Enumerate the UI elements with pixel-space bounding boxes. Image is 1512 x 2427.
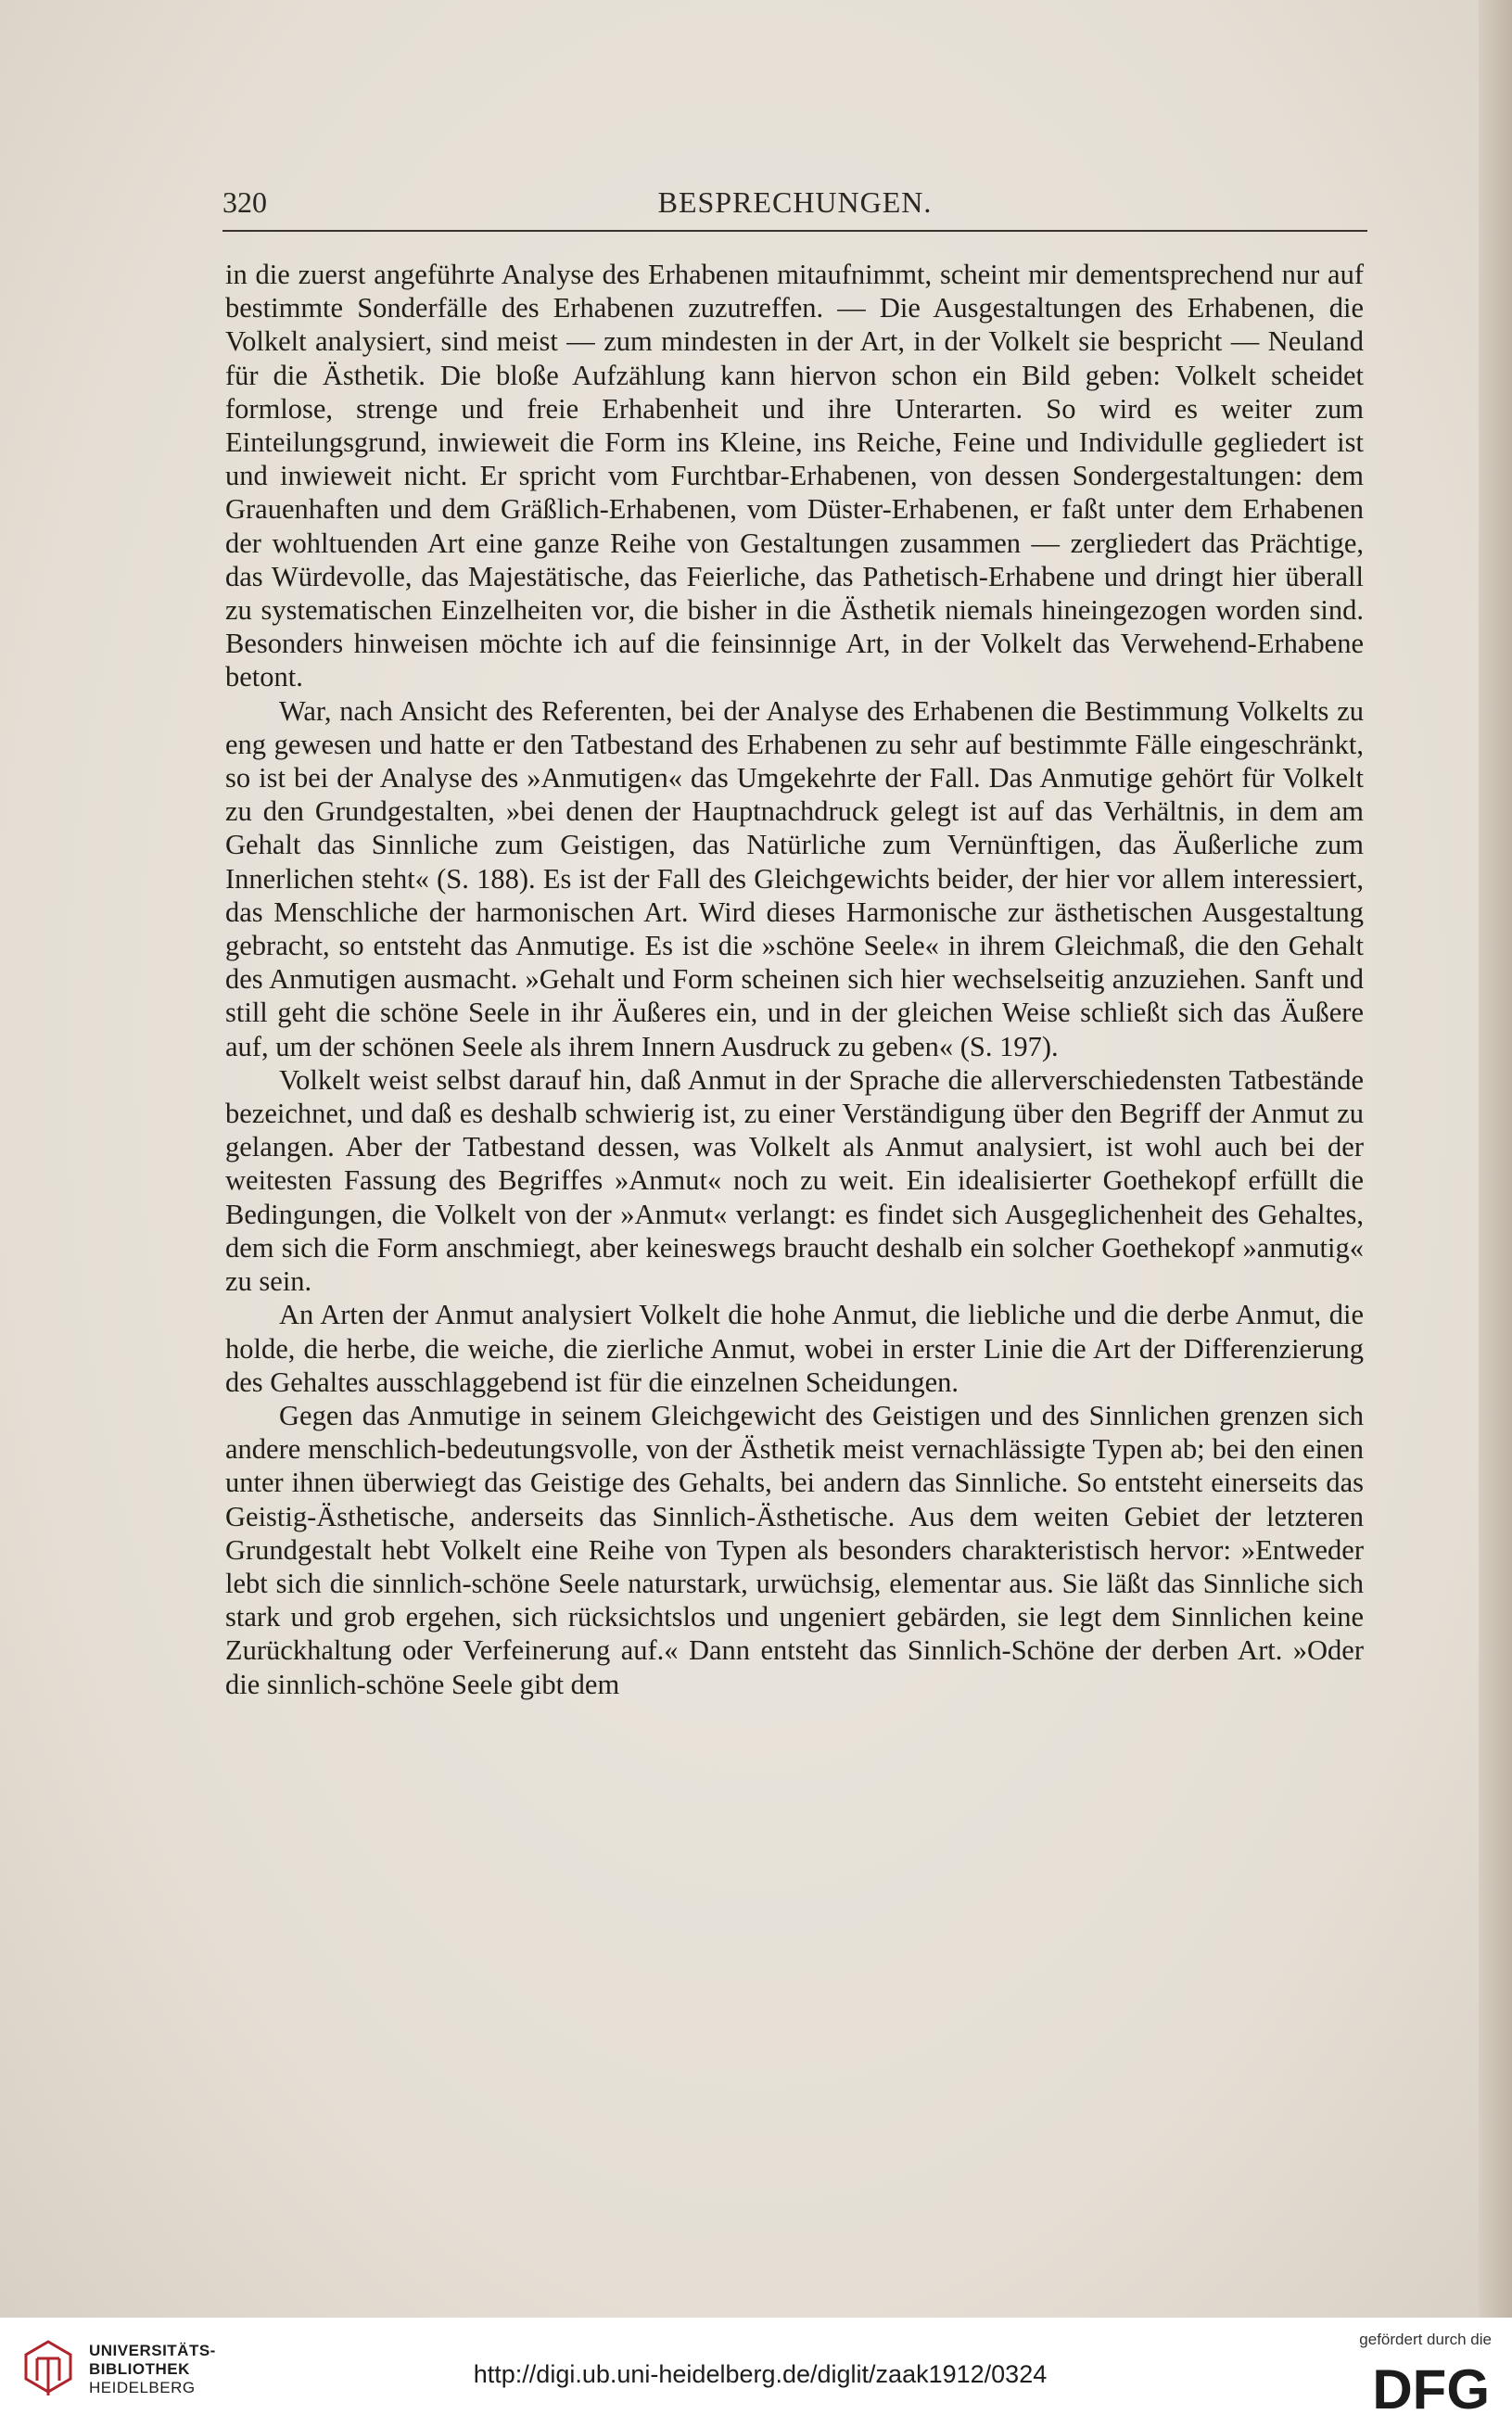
digitization-footer (0, 2318, 1512, 2427)
dfg-text: DFG (1372, 2358, 1490, 2414)
dfg-logo-icon (1334, 2358, 1492, 2414)
ub-heidelberg-logo-icon (20, 2338, 76, 2407)
paragraph: in die zuerst angeführte Analyse des Erhabenen mitaufnimmt, scheint mir dementsprechend nur auf bestimmte Sonderfälle des Erhabenen zuzutreffen. — Die Ausgestaltungen des Erhabenen, die Volkelt analysiert, sind meist — zum mindesten in der Art, in der Volkelt sie bespricht — Neuland für die Ästhetik. Die bloße Aufzählung kann hiervon schon ein Bild geben: Volkelt scheidet formlose, strenge und freie Erhabenheit und ihre Unterarten. So wird es weiter zum Einteilungsgrund, inwieweit die Form ins Kleine, ins Reiche, Feine und Individulle gegliedert ist und inwieweit nicht. Er spricht vom Furchtbar-Erhabenen, von dessen Sondergestaltungen: dem Grauenhaften und dem Gräßlich-Erhabenen, vom Düster-Erhabenen, er faßt unter dem Erhabenen der wohltuenden Art eine ganze Reihe von Gestaltungen zusammen — zergliedert das Prächtige, das Würdevolle, das Majestätische, das Feierliche, das Pathetisch-Erhabene und dringt hier überall zu systematischen Einzelheiten vor, die bisher in die Ästhetik niemals hineingezogen worden sind. Besonders hinweisen möchte ich auf die feinsinnige Art, in der Volkelt das Verwehend-Erhabene betont. (225, 259, 1364, 693)
library-line-3: HEIDELBERG (89, 2379, 196, 2396)
header-rule (222, 230, 1367, 232)
funded-by-label: gefördert durch die (1359, 2331, 1492, 2348)
page-edge-shadow (1479, 0, 1512, 2318)
paragraph: An Arten der Anmut analysiert Volkelt die hohe Anmut, die liebliche und die derbe Anmut, die holde, die herbe, die weiche, die zierliche Anmut, wobei in erster Linie die Art der Differenzierung des Gehaltes ausschlaggebend ist für die einzelnen Scheidungen. (225, 1299, 1364, 1398)
library-line-2: BIBLIOTHEK (89, 2360, 190, 2378)
permalink-url[interactable]: http://digi.ub.uni-heidelberg.de/diglit/zaak1912/0324 (473, 2360, 1048, 2388)
paragraph: Gegen das Anmutige in seinem Gleichgewicht des Geistigen und des Sinnlichen grenzen sich andere menschlich-bedeutungsvolle, von der Ästhetik meist vernachlässigte Typen ab; bei den einen unter ihnen überwiegt das Geistige des Gehalts, bei andern das Sinnliche. So entsteht einerseits das Geistig-Ästhetische, anderseits das Sinnlich-Ästhetische. Aus dem weiten Gebiet der letzteren Grundgestalt hebt Volkelt eine Reihe von Typen als besonders charakteristisch hervor: »Entweder lebt sich die sinnlich-schöne Seele naturstark, urwüchsig, elementar aus. Sie läßt das Sinnliche sich stark und grob ergehen, sich rücksichtslos und ungeniert gebärden, sie legt dem Sinnlichen keine Zurückhaltung oder Verfeinerung auf.« Dann entsteht das Sinnlich-Schöne der derben Art. »Oder die sinnlich-schöne Seele gibt dem (225, 1399, 1364, 1700)
page-header (222, 185, 1367, 226)
page-number: 320 (222, 185, 267, 219)
paragraph: War, nach Ansicht des Referenten, bei der Analyse des Erhabenen die Bestimmung Volkelts zu eng gewesen und hatte er den Tatbestand des Erhabenen zu sehr auf bestimmte Fälle eingeschränkt, so ist bei der Analyse des »Anmutigen« das Umgekehrte der Fall. Das Anmutige gehört für Volkelt zu den Grundgestalten, »bei denen der Hauptnachdruck gelegt ist auf das Verhältnis, in dem am Gehalt das Sinnliche zum Geistigen, das Natürliche zum Vernünftigen, das Äußerliche zum Innerlichen steht« (S. 188). Es ist der Fall des Gleichgewichts beider, der hier vor allem interessiert, das Menschliche der harmonischen Art. Wird dieses Harmonische zur ästhetischen Ausgestaltung gebracht, so entsteht das Anmutige. Es ist die »schöne Seele« in ihrem Gleichmaß, die den Gehalt des Anmutigen ausmacht. »Gehalt und Form scheinen sich hier wechselseitig anzuziehen. Sanft und still geht die schöne Seele in ihr Äußeres ein, und in der gleichen Weise schließt sich das Äußere auf, um der schönen Seele als ihrem Innern Ausdruck zu geben« (S. 197). (225, 694, 1364, 1062)
library-name (89, 2342, 216, 2397)
library-line-1: UNIVERSITÄTS- (89, 2342, 216, 2359)
paragraph: Volkelt weist selbst darauf hin, daß Anmut in der Sprache die allerverschiedensten Tatbestände bezeichnet, und daß es deshalb schwierig ist, zu einer Verständigung über den Begriff der Anmut zu gelangen. Aber der Tatbestand dessen, was Volkelt als Anmut analysiert, ist wohl auch bei der weitesten Fassung des Begriffes »Anmut« noch zu weit. Ein idealisierter Goethekopf erfüllt die Bedingungen, die Volkelt von der »Anmut« verlangt: es findet sich Ausgeglichenheit des Gehaltes, dem sich die Form anschmiegt, aber keineswegs braucht deshalb ein solcher Goethekopf »anmutig« zu sein. (225, 1063, 1364, 1298)
body-text (225, 258, 1364, 1701)
running-head: BESPRECHUNGEN. (657, 185, 933, 219)
